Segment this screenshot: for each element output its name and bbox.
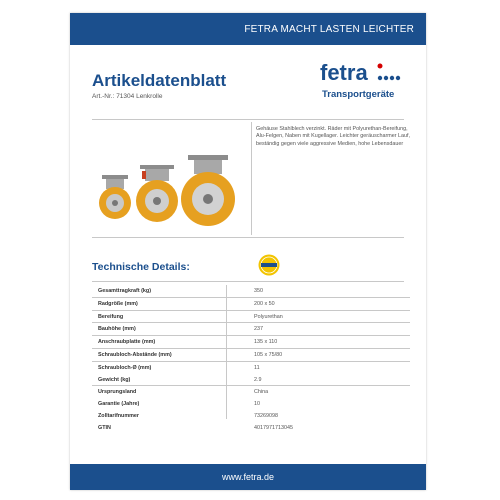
spec-label: Radgröße (mm)	[98, 300, 138, 307]
table-row	[92, 386, 410, 398]
article-number: Art.-Nr.: 71304 Lenkrolle	[92, 93, 163, 100]
spec-value: 350	[254, 288, 263, 294]
top-banner	[70, 13, 426, 45]
spec-value: China	[254, 389, 269, 396]
table-row	[92, 298, 410, 311]
spec-label: Anschraubplatte (mm)	[98, 339, 156, 346]
table-row	[92, 285, 410, 298]
guarantee-seal-icon	[258, 254, 280, 276]
page-title: Artikeldatenblatt	[92, 71, 227, 90]
spec-value: 200 x 50	[254, 300, 275, 307]
table-row	[92, 422, 410, 434]
brand-tagline: Transportgeräte	[322, 89, 395, 100]
spec-value: 10	[254, 401, 260, 408]
caster-medium	[136, 165, 178, 222]
slogan: FETRA MACHT LASTEN LEICHTER	[244, 24, 414, 35]
spec-value: 2.9	[254, 376, 262, 383]
product-description: Gehäuse Stahlblech verzinkt. Räder mit Polyurethan-Bereifung, Alu-Felgen, Naben mit Kugellager. Leichter geräuscharmer Lauf, beständig gegen viele aggressive Medien, hohe Lebensdauer	[256, 126, 411, 147]
spec-label: Gesamttragkraft (kg)	[98, 288, 152, 294]
spec-label: Bauhöhe (mm)	[98, 326, 136, 333]
table-row	[92, 336, 410, 349]
footer-url[interactable]: www.fetra.de	[221, 472, 275, 482]
table-row	[92, 374, 410, 387]
spec-value: 237	[254, 326, 263, 333]
table-row	[92, 398, 410, 410]
spec-label: Schraubloch-Abstände (mm)	[98, 351, 172, 358]
spec-value: 4017971713045	[254, 424, 293, 431]
spec-label: Bereifung	[98, 313, 124, 320]
divider	[92, 281, 404, 282]
product-image-casters	[92, 153, 242, 231]
spec-label: Ursprungsland	[98, 389, 137, 396]
svg-text:fetra: fetra	[320, 61, 368, 85]
table-row	[92, 410, 410, 422]
spec-label: GTIN	[98, 424, 111, 431]
datasheet-page	[70, 13, 426, 490]
spec-label: Gewicht (kg)	[98, 376, 131, 383]
spec-value: 105 x 75/80	[254, 351, 283, 358]
spec-value: Polyurethan	[254, 313, 283, 320]
spec-label: Garantie (Jahre)	[98, 401, 140, 408]
spec-table	[92, 285, 410, 434]
spec-label: Schraubloch-Ø (mm)	[98, 364, 152, 371]
caster-large	[181, 155, 235, 226]
fetra-logo	[320, 61, 410, 87]
spec-value: 73269098	[254, 412, 278, 419]
spec-value: 135 x 110	[254, 339, 278, 346]
table-row	[92, 349, 410, 362]
column-divider	[251, 122, 252, 235]
table-row	[92, 323, 410, 336]
divider	[92, 237, 404, 238]
table-row	[92, 311, 410, 324]
table-row	[92, 362, 410, 374]
divider	[92, 119, 404, 120]
footer-banner	[70, 464, 426, 490]
caster-small	[99, 175, 131, 219]
spec-label: Zolltarifnummer	[98, 412, 140, 419]
spec-value: 11	[254, 364, 260, 371]
section-title: Technische Details:	[92, 261, 190, 273]
